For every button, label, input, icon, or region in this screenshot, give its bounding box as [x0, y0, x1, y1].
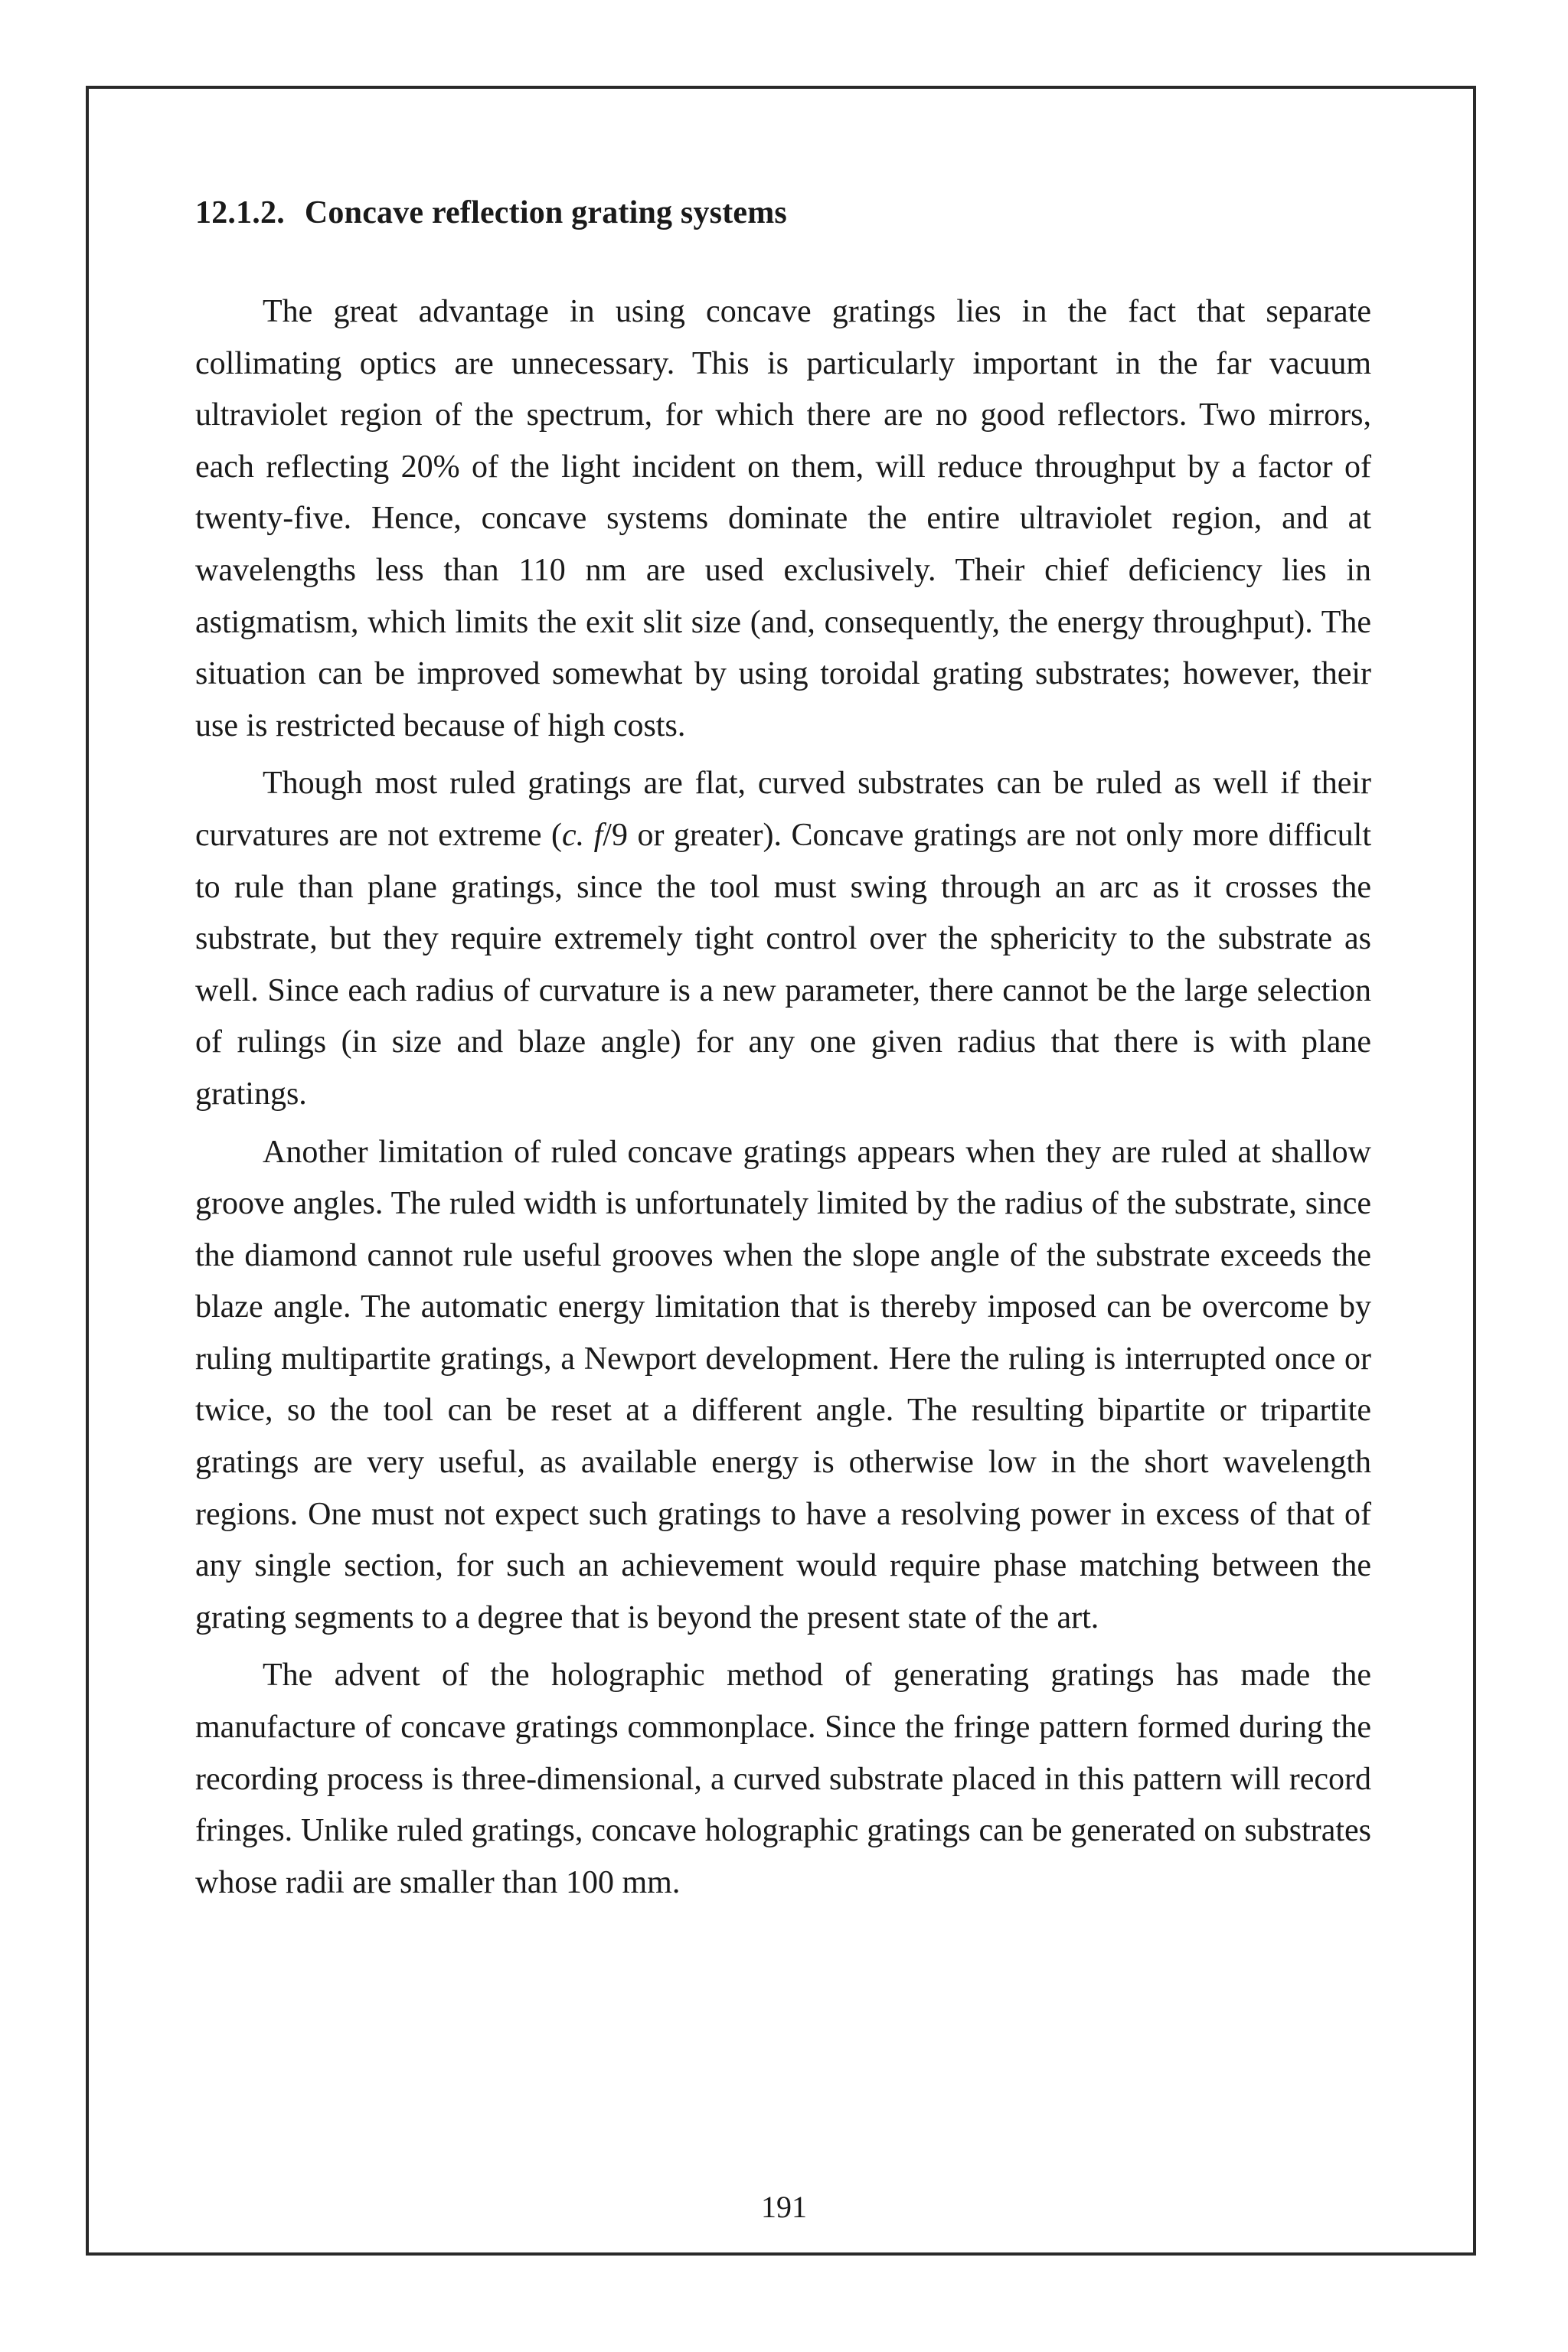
f-number-italic: c. f — [562, 817, 603, 853]
paragraph-4 — [195, 1650, 1371, 1909]
paragraph-text: The advent of the holographic method of generating gratings has made the manufacture of concave gratings commonplace. Since the fringe pattern formed during the recording process is three-dimensional, a curved substrate placed in this pattern will record fringes. Unlike ruled gratings, concave holographic gratings can be generated on substrates whose radii are smaller than 100 mm. — [195, 1658, 1371, 1900]
paragraph-text: /9 or greater). Concave gratings are not only more difficult to rule than plane gratings, since the tool must swing through an arc as it crosses the substrate, but they require extremely tight control over the sphericity to the substrate as well. Since each radius of curvature is a new parameter, there cannot be the large selection of rulings (in size and blaze angle) for any one given radius that there is with plane gratings. — [195, 817, 1371, 1112]
paragraph-2 — [195, 758, 1371, 1120]
paragraph-3 — [195, 1127, 1371, 1645]
section-heading — [195, 191, 1371, 234]
page-number: 191 — [761, 2190, 807, 2224]
page-body — [195, 191, 1371, 1915]
paragraph-text: The great advantage in using concave gratings lies in the fact that separate collimating optics are unnecessary. This is particularly important in the far vacuum ultraviolet region of the spectrum, for which there are no good reflectors. Two mirrors, each reflecting 20% of the light incident on them, will reduce throughput by a factor of twenty-five. Hence, concave systems dominate the entire ultraviolet region, and at wavelengths less than 110 nm are used exclusively. Their chief deficiency lies in astigmatism, which limits the exit slit size (and, consequently, the energy throughput). The situation can be improved somewhat by using toroidal grating substrates; however, their use is restricted because of high costs. — [195, 294, 1371, 743]
paragraph-text: Another limitation of ruled concave gratings appears when they are ruled at shallow groove angles. The ruled width is unfortunately limited by the radius of the substrate, since the diamond cannot rule useful grooves when the slope angle of the substrate exceeds the blaze angle. The automatic energy limitation that is thereby imposed can be overcome by ruling multipartite gratings, a Newport development. Here the ruling is interrupted once or twice, so the tool can be reset at a different angle. The resulting bipartite or tripartite gratings are very useful, as available energy is otherwise low in the short wavelength regions. One must not expect such gratings to have a resolving power in excess of that of any single section, for such an achievement would require phase matching between the grating segments to a degree that is beyond the present state of the art. — [195, 1134, 1371, 1635]
section-number: 12.1.2. — [195, 195, 285, 230]
paragraph-1 — [195, 286, 1371, 752]
paragraph-text: Though most ruled gratings are flat, curved substrates can be ruled as well if their curvatures are not extreme ( — [195, 766, 1371, 853]
section-title: Concave reflection grating systems — [304, 195, 787, 230]
